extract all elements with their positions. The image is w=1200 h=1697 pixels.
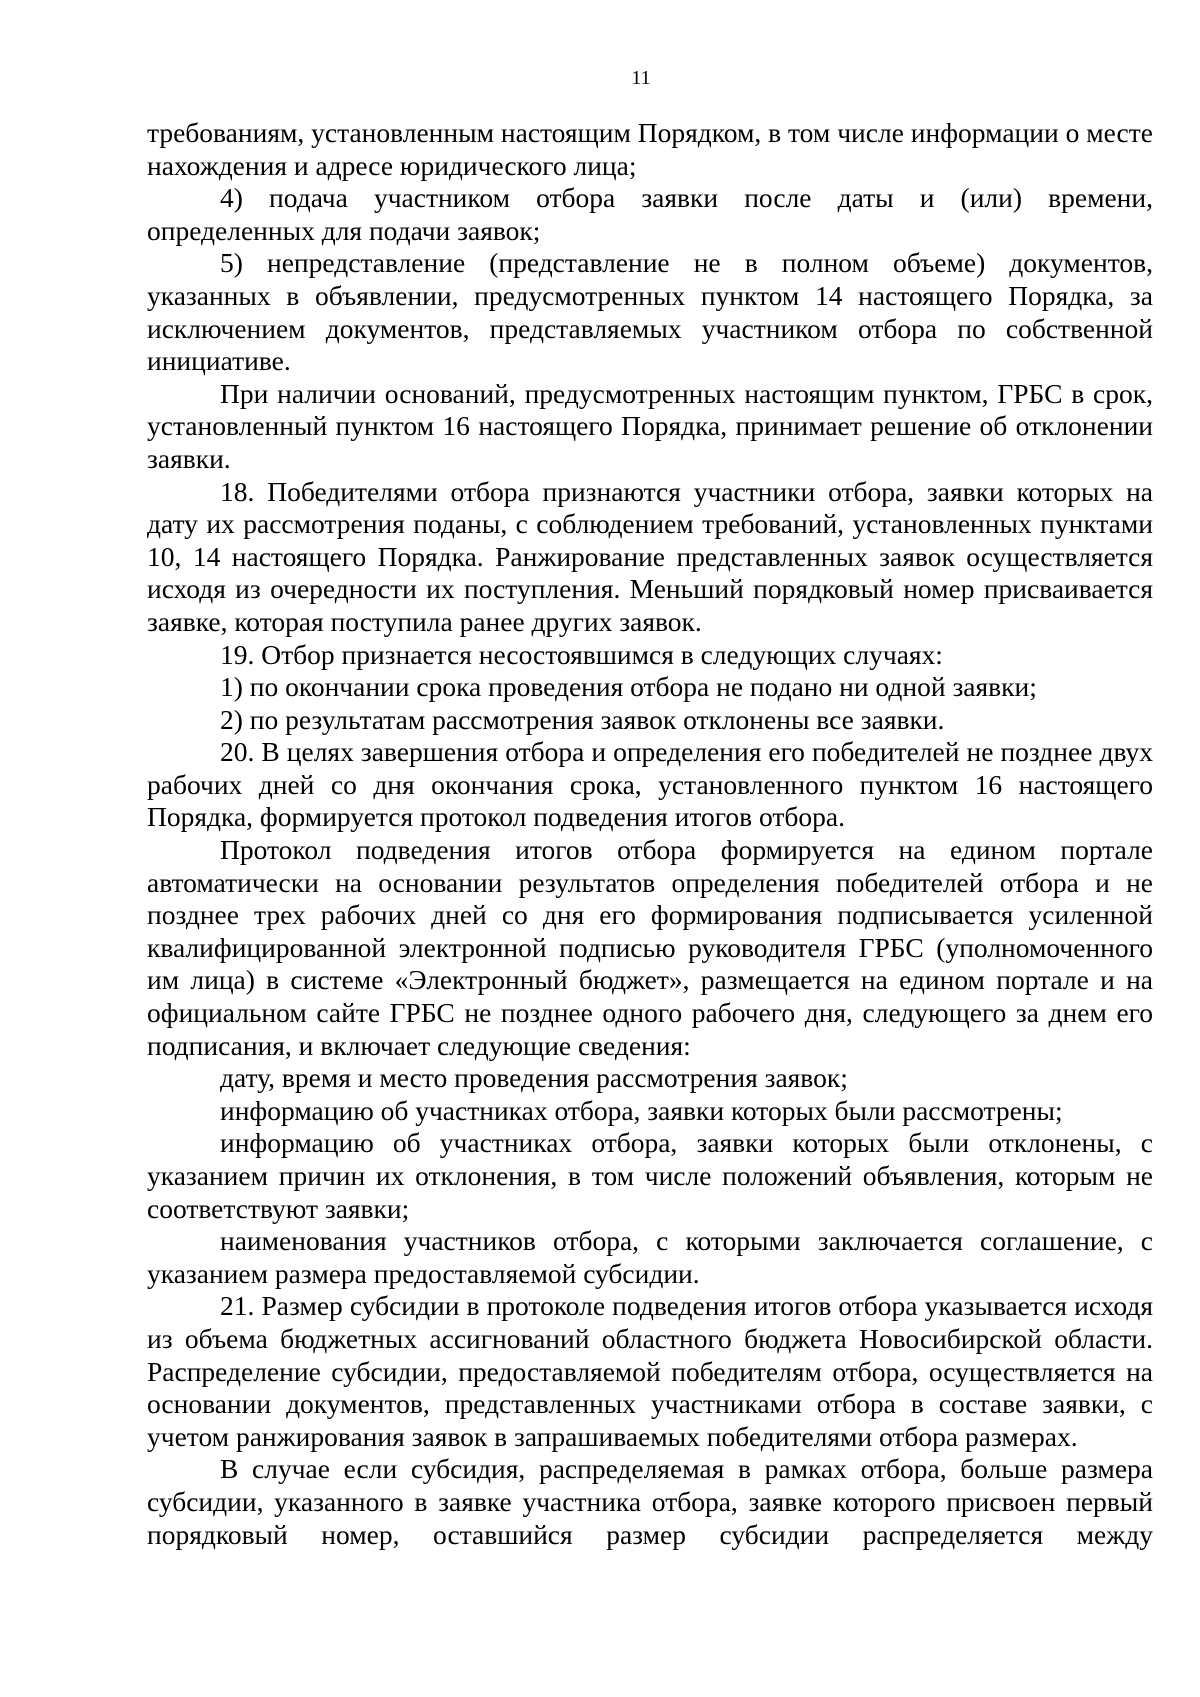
paragraph: 21. Размер субсидии в протоколе подведения итогов отбора указывается исходя из объема бюджетных ассигнований областного бюджета Новосибирской области. Распределение субсидии, предоставляемой победителям отбора, осуществляется на основании документов, представленных участниками отбора в составе заявки, с учетом ранжирования заявок в запрашиваемых победителями отбора размерах. xyxy=(147,1290,1153,1452)
paragraph: В случае если субсидия, распределяемая в рамках отбора, больше размера субсидии, указанного в заявке участника отбора, заявке которого присвоен первый порядковый номер, оставшийся размер субсидии распределяется между xyxy=(147,1453,1153,1550)
document-body xyxy=(147,117,1153,1551)
paragraph: 18. Победителями отбора признаются участники отбора, заявки которых на дату их рассмотрения поданы, с соблюдением требований, установленных пунктами 10, 14 настоящего Порядка. Ранжирование представленных заявок осуществляется исходя из очередности их поступления. Меньший порядковый номер присваивается заявке, которая поступила ранее других заявок. xyxy=(147,475,1153,637)
paragraph: наименования участников отбора, с которыми заключается соглашение, с указанием размера предоставляемой субсидии. xyxy=(147,1225,1153,1289)
paragraph: информацию об участниках отбора, заявки которых были рассмотрены; xyxy=(220,1094,1063,1126)
paragraph: Протокол подведения итогов отбора формируется на едином портале автоматически на основании результатов определения победителей отбора и не позднее трех рабочих дней со дня его формирования подписывается усиленной квалифицированной электронной подписью руководителя ГРБС (уполномоченного им лица) в системе «Электронный бюджет», размещается на едином портале и на официальном сайте ГРБС не позднее одного рабочего дня, следующего за днем его подписания, и включает следующие сведения: xyxy=(147,834,1153,1061)
paragraph: При наличии оснований, предусмотренных настоящим пунктом, ГРБС в срок, установленный пунктом 16 настоящего Порядка, принимает решение об отклонении заявки. xyxy=(147,377,1153,474)
paragraph: дату, время и место проведения рассмотрения заявок; xyxy=(220,1062,848,1094)
paragraph: 19. Отбор признается несостоявшимся в следующих случаях: xyxy=(220,638,943,670)
paragraph: 20. В целях завершения отбора и определения его победителей не позднее двух рабочих дней со дня окончания срока, установленного пунктом 16 настоящего Порядка, формируется протокол подведения итогов отбора. xyxy=(147,736,1153,833)
page-number: 11 xyxy=(631,67,651,89)
paragraph: 5) непредставление (представление не в полном объеме) документов, указанных в объявлении, предусмотренных пунктом 14 настоящего Порядка, за исключением документов, представляемых участником отбора по собственной инициативе. xyxy=(147,247,1153,377)
paragraph: требованиям, установленным настоящим Порядком, в том числе информации о месте нахождения и адресе юридического лица; xyxy=(147,117,1153,181)
paragraph: 1) по окончании срока проведения отбора не подано ни одной заявки; xyxy=(220,671,1037,703)
paragraph: 2) по результатам рассмотрения заявок отклонены все заявки. xyxy=(220,703,945,735)
paragraph: 4) подача участником отбора заявки после даты и (или) времени, определенных для подачи заявок; xyxy=(147,182,1153,246)
paragraph: информацию об участниках отбора, заявки которых были отклонены, с указанием причин их отклонения, в том числе положений объявления, которым не соответствуют заявки; xyxy=(147,1127,1153,1224)
